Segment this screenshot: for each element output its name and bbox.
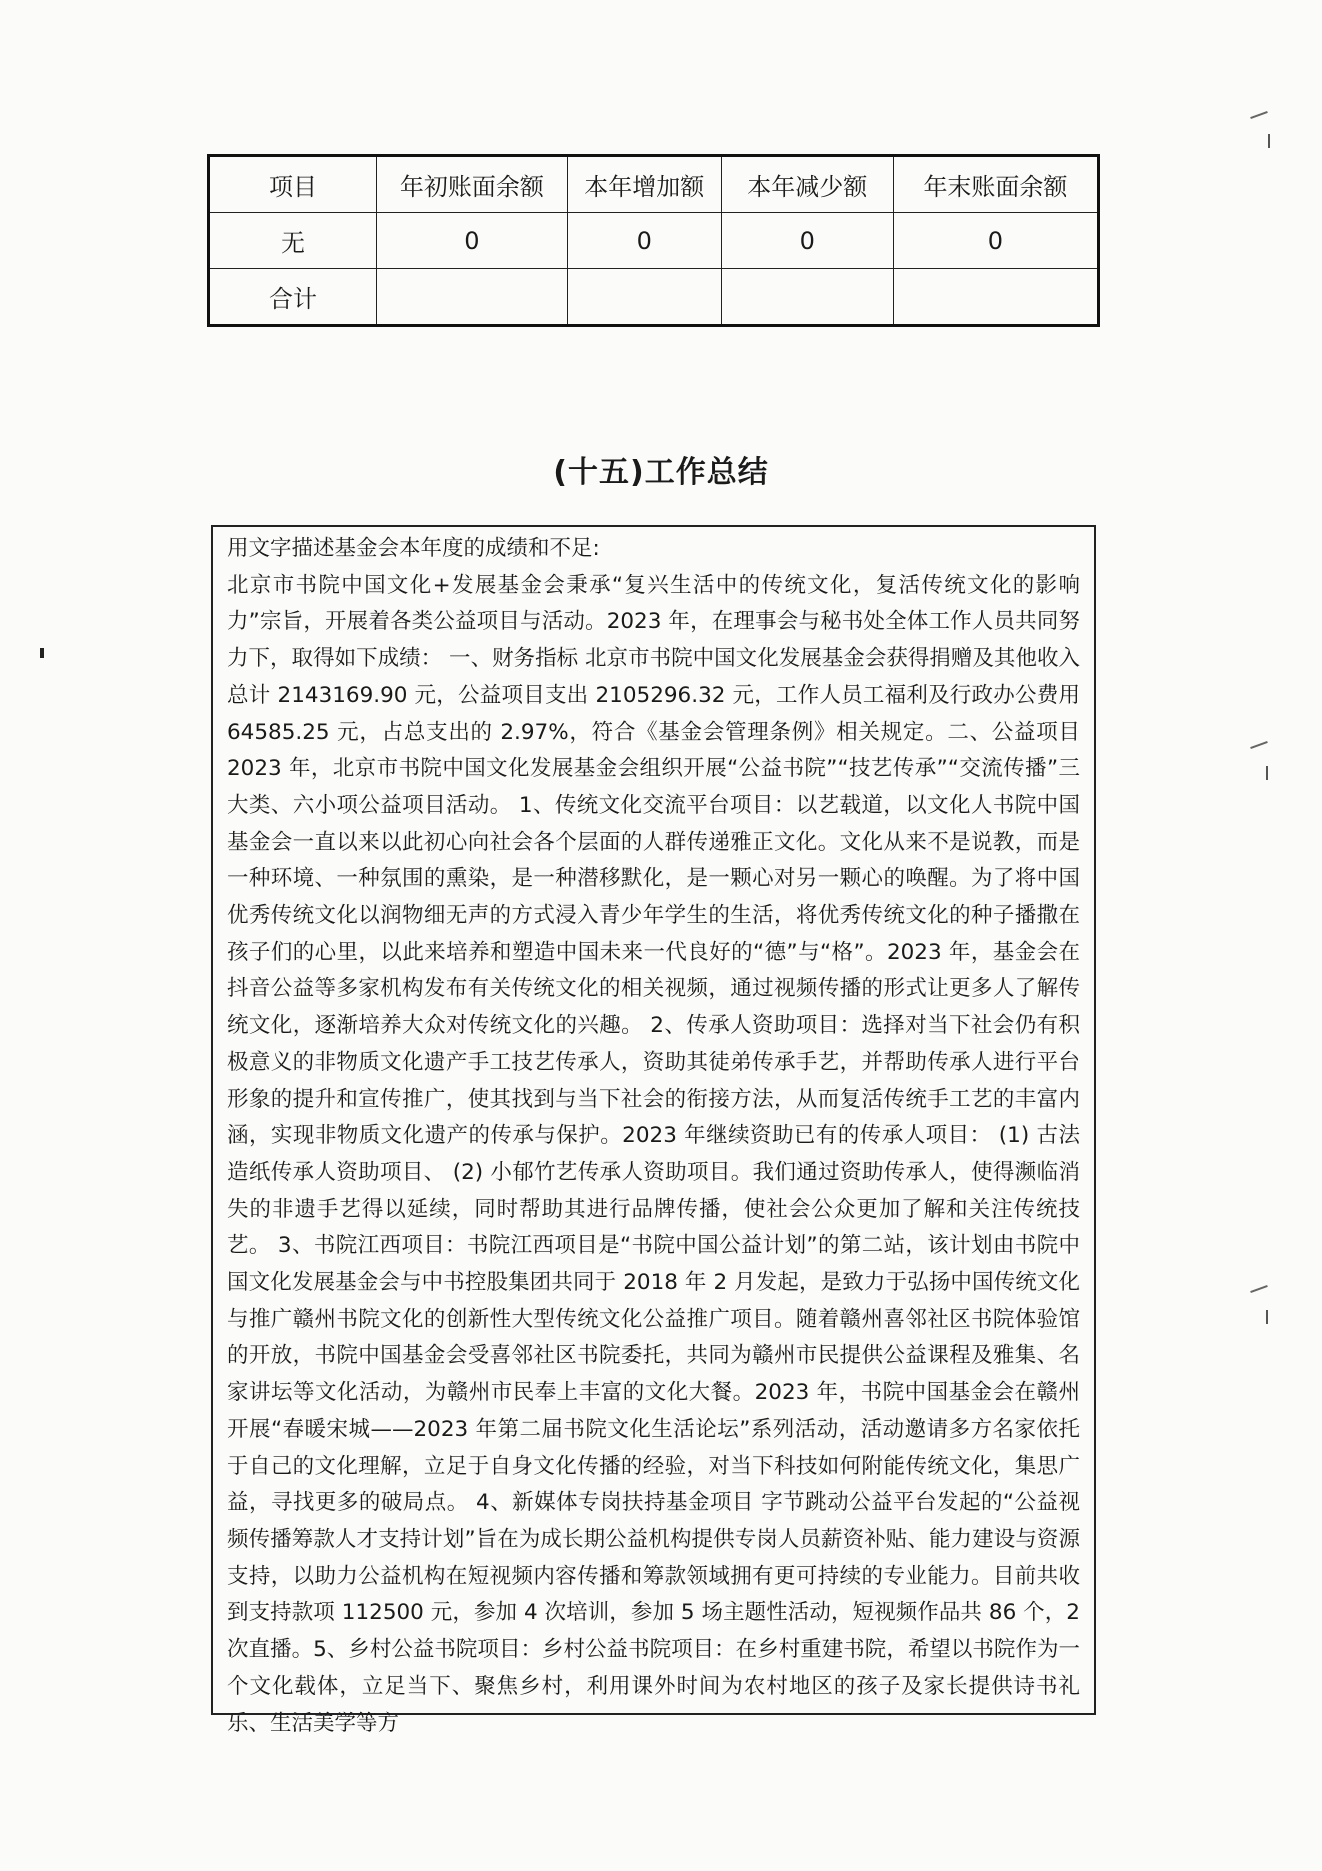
scan-mark — [1268, 134, 1270, 148]
header-item: 项目 — [209, 156, 377, 213]
table-cell: 0 — [893, 213, 1098, 269]
section-title: (十五)工作总结 — [553, 455, 769, 490]
fund-balance-table — [207, 154, 1100, 327]
scan-mark — [1250, 1285, 1268, 1293]
scan-mark — [1250, 741, 1268, 749]
table-header-row — [209, 156, 1099, 213]
table-cell: 0 — [567, 213, 721, 269]
work-summary-box — [211, 525, 1096, 1736]
summary-prompt: 用文字描述基金会本年度的成绩和不足: — [227, 536, 600, 561]
table-cell — [721, 269, 893, 326]
header-opening-balance: 年初账面余额 — [376, 156, 567, 213]
table-cell — [567, 269, 721, 326]
scan-mark — [1266, 766, 1268, 780]
table-row — [209, 213, 1099, 269]
table-total-row — [209, 269, 1099, 326]
header-closing-balance: 年末账面余额 — [893, 156, 1098, 213]
header-decrease: 本年减少额 — [721, 156, 893, 213]
table-cell: 合计 — [209, 269, 377, 326]
summary-body-text: 北京市书院中国文化+发展基金会秉承“复兴生活中的传统文化，复活传统文化的影响力”宗旨，开展着各类公益项目与活动。2023 年，在理事会与秘书处全体工作人员共同努力下，取得如下成绩： 一、财务指标 北京市书院中国文化发展基金会获得捐赠及其他收入总计 2143169.90 元，公益项目支出 2105296.32 元，工作人员工福利及行政办公费用 64585.25 元，占总支出的 2.97%，符合《基金会管理条例》相关规定。二、公益项目 2023 年，北京市书院中国文化发展基金会组织开展“公益书院”“技艺传承”“交流传播”三大类、六小项公益项目活动。 1、传统文化交流平台项目：以艺载道，以文化人书院中国基金会一直以来以此初心向社会各个层面的人群传递雅正文化。文化从来不是说教，而是一种环境、一种氛围的熏染，是一种潜移默化，是一颗心对另一颗心的唤醒。为了将中国优秀传统文化以润物细无声的方式浸入青少年学生的生活，将优秀传统文化的种子播撒在孩子们的心里，以此来培养和塑造中国未来一代良好的“德”与“格”。2023 年，基金会在抖音公益等多家机构发布有关传统文化的相关视频，通过视频传播的形式让更多人了解传统文化，逐渐培养大众对传统文化的兴趣。 2、传承人资助项目：选择对当下社会仍有积极意义的非物质文化遗产手工技艺传承人，资助其徒弟传承手艺，并帮助传承人进行平台形象的提升和宣传推广，使其找到与当下社会的衔接方法，从而复活传统手工艺的丰富内涵，实现非物质文化遗产的传承与保护。2023 年继续资助已有的传承人项目： (1) 古法造纸传承人资助项目、 (2) 小郁竹艺传承人资助项目。我们通过资助传承人，使得濒临消失的非遗手艺得以延续，同时帮助其进行品牌传播，使社会公众更加了解和关注传统技艺。 3、书院江西项目：书院江西项目是“书院中国公益计划”的第二站，该计划由书院中国文化发展基金会与中书控股集团共同于 2018 年 2 月发起，是致力于弘扬中国传统文化与推广赣州书院文化的创新性大型传统文化公益推广项目。随着赣州喜邻社区书院体验馆的开放，书院中国基金会受喜邻社区书院委托，共同为赣州市民提供公益课程及雅集、名家讲坛等文化活动，为赣州市民奉上丰富的文化大餐。2023 年，书院中国基金会在赣州开展“春暖宋城——2023 年第二届书院文化生活论坛”系列活动，活动邀请多方名家依托于自己的文化理解，立足于自身文化传播的经验，对当下科技如何附能传统文化，集思广益，寻找更多的破局点。 4、新媒体专岗扶持基金项目 字节跳动公益平台发起的“公益视频传播筹款人才支持计划”旨在为成长期公益机构提供专岗人员薪资补贴、能力建设与资源支持，以助力公益机构在短视频内容传播和筹款领域拥有更可持续的专业能力。目前共收到支持款项 112500 元，参加 4 次培训，参加 5 场主题性活动，短视频作品共 86 个，2 次直播。5、乡村公益书院项目：乡村公益书院项目：在乡村重建书院，希望以书院作为一个文化载体，立足当下、聚焦乡村，利用课外时间为农村地区的孩子及家长提供诗书礼乐、生活美学等方 — [227, 572, 1080, 1736]
scan-mark — [1266, 1310, 1268, 1324]
header-increase: 本年增加额 — [567, 156, 721, 213]
fund-balance-table-container — [207, 154, 1100, 327]
table-cell: 无 — [209, 213, 377, 269]
table-cell — [893, 269, 1098, 326]
scan-mark — [1250, 111, 1268, 119]
table-cell: 0 — [376, 213, 567, 269]
table-cell: 0 — [721, 213, 893, 269]
scan-mark — [40, 648, 44, 658]
table-cell — [376, 269, 567, 326]
